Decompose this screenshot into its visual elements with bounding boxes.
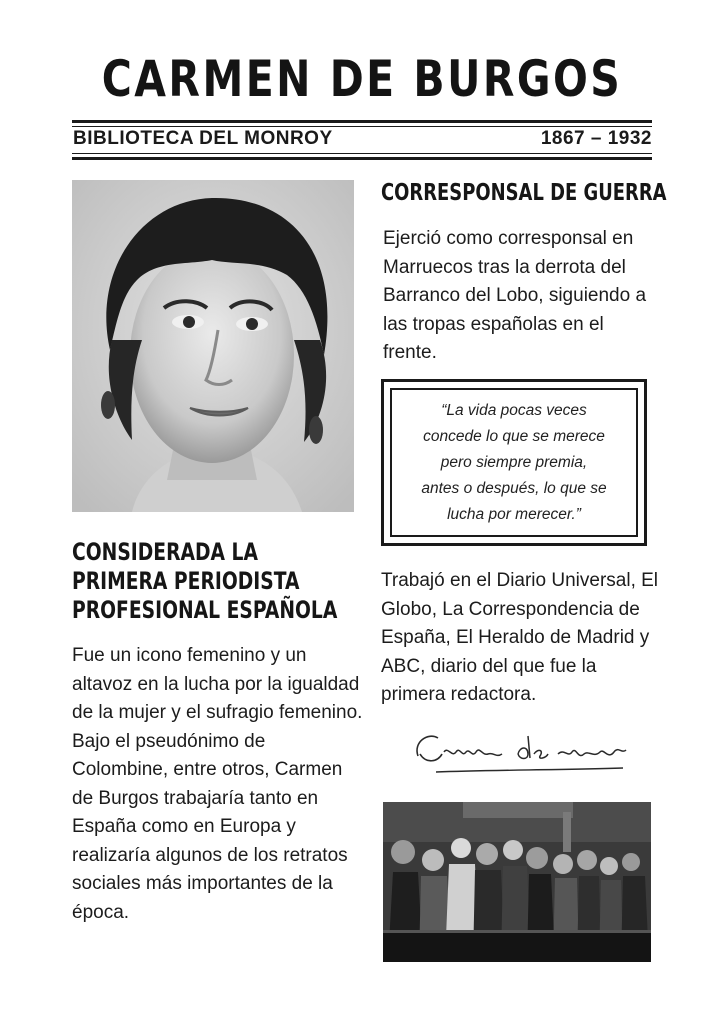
main-heading-line: PRIMERA PERIODISTA [72, 567, 300, 595]
main-heading-line: PROFESIONAL ESPAÑOLA [72, 596, 338, 624]
signature-image [408, 724, 633, 784]
life-years: 1867 – 1932 [540, 128, 652, 149]
main-paragraph: Fue un icono femenino y un altavoz en la lucha por la igualdad de la mujer y el sufragio femenino. Bajo el pseudónimo de Colombine, entre otros, Carmen de Burgos trabajaría tanto en España como en Europa y realizaría algunos de los retratos sociales más importantes de la época. [72, 645, 363, 923]
main-heading-line: CONSIDERADA LA [72, 538, 258, 566]
war-paragraph: Ejerció como corresponsal en Marruecos tras la derrota del Barranco del Lobo, siguiendo a las tropas españolas en el frente. [383, 228, 647, 363]
library-name: BIBLIOTECA DEL MONROY [73, 128, 333, 149]
work-paragraph: Trabajó en el Diario Universal, El Globo, La Correspondencia de España, El Heraldo de Madrid y ABC, diario del que fue la primera redactora. [381, 570, 659, 705]
quote-inner-frame [390, 388, 638, 537]
group-photo [383, 802, 651, 962]
main-heading [72, 538, 337, 625]
header-rule [72, 120, 652, 123]
quote-box [381, 379, 647, 546]
war-heading: CORRESPONSAL DE GUERRA [381, 180, 667, 206]
header-rule [72, 126, 652, 127]
header-rule [72, 157, 652, 160]
quote-text: “La vida pocas veces concede lo que se merece pero siempre premia, antes o después, lo que se lucha por merecer.” [421, 401, 607, 523]
page-title: CARMEN DE BURGOS [101, 50, 623, 108]
header-rule [72, 153, 652, 154]
portrait-photo [72, 180, 354, 512]
